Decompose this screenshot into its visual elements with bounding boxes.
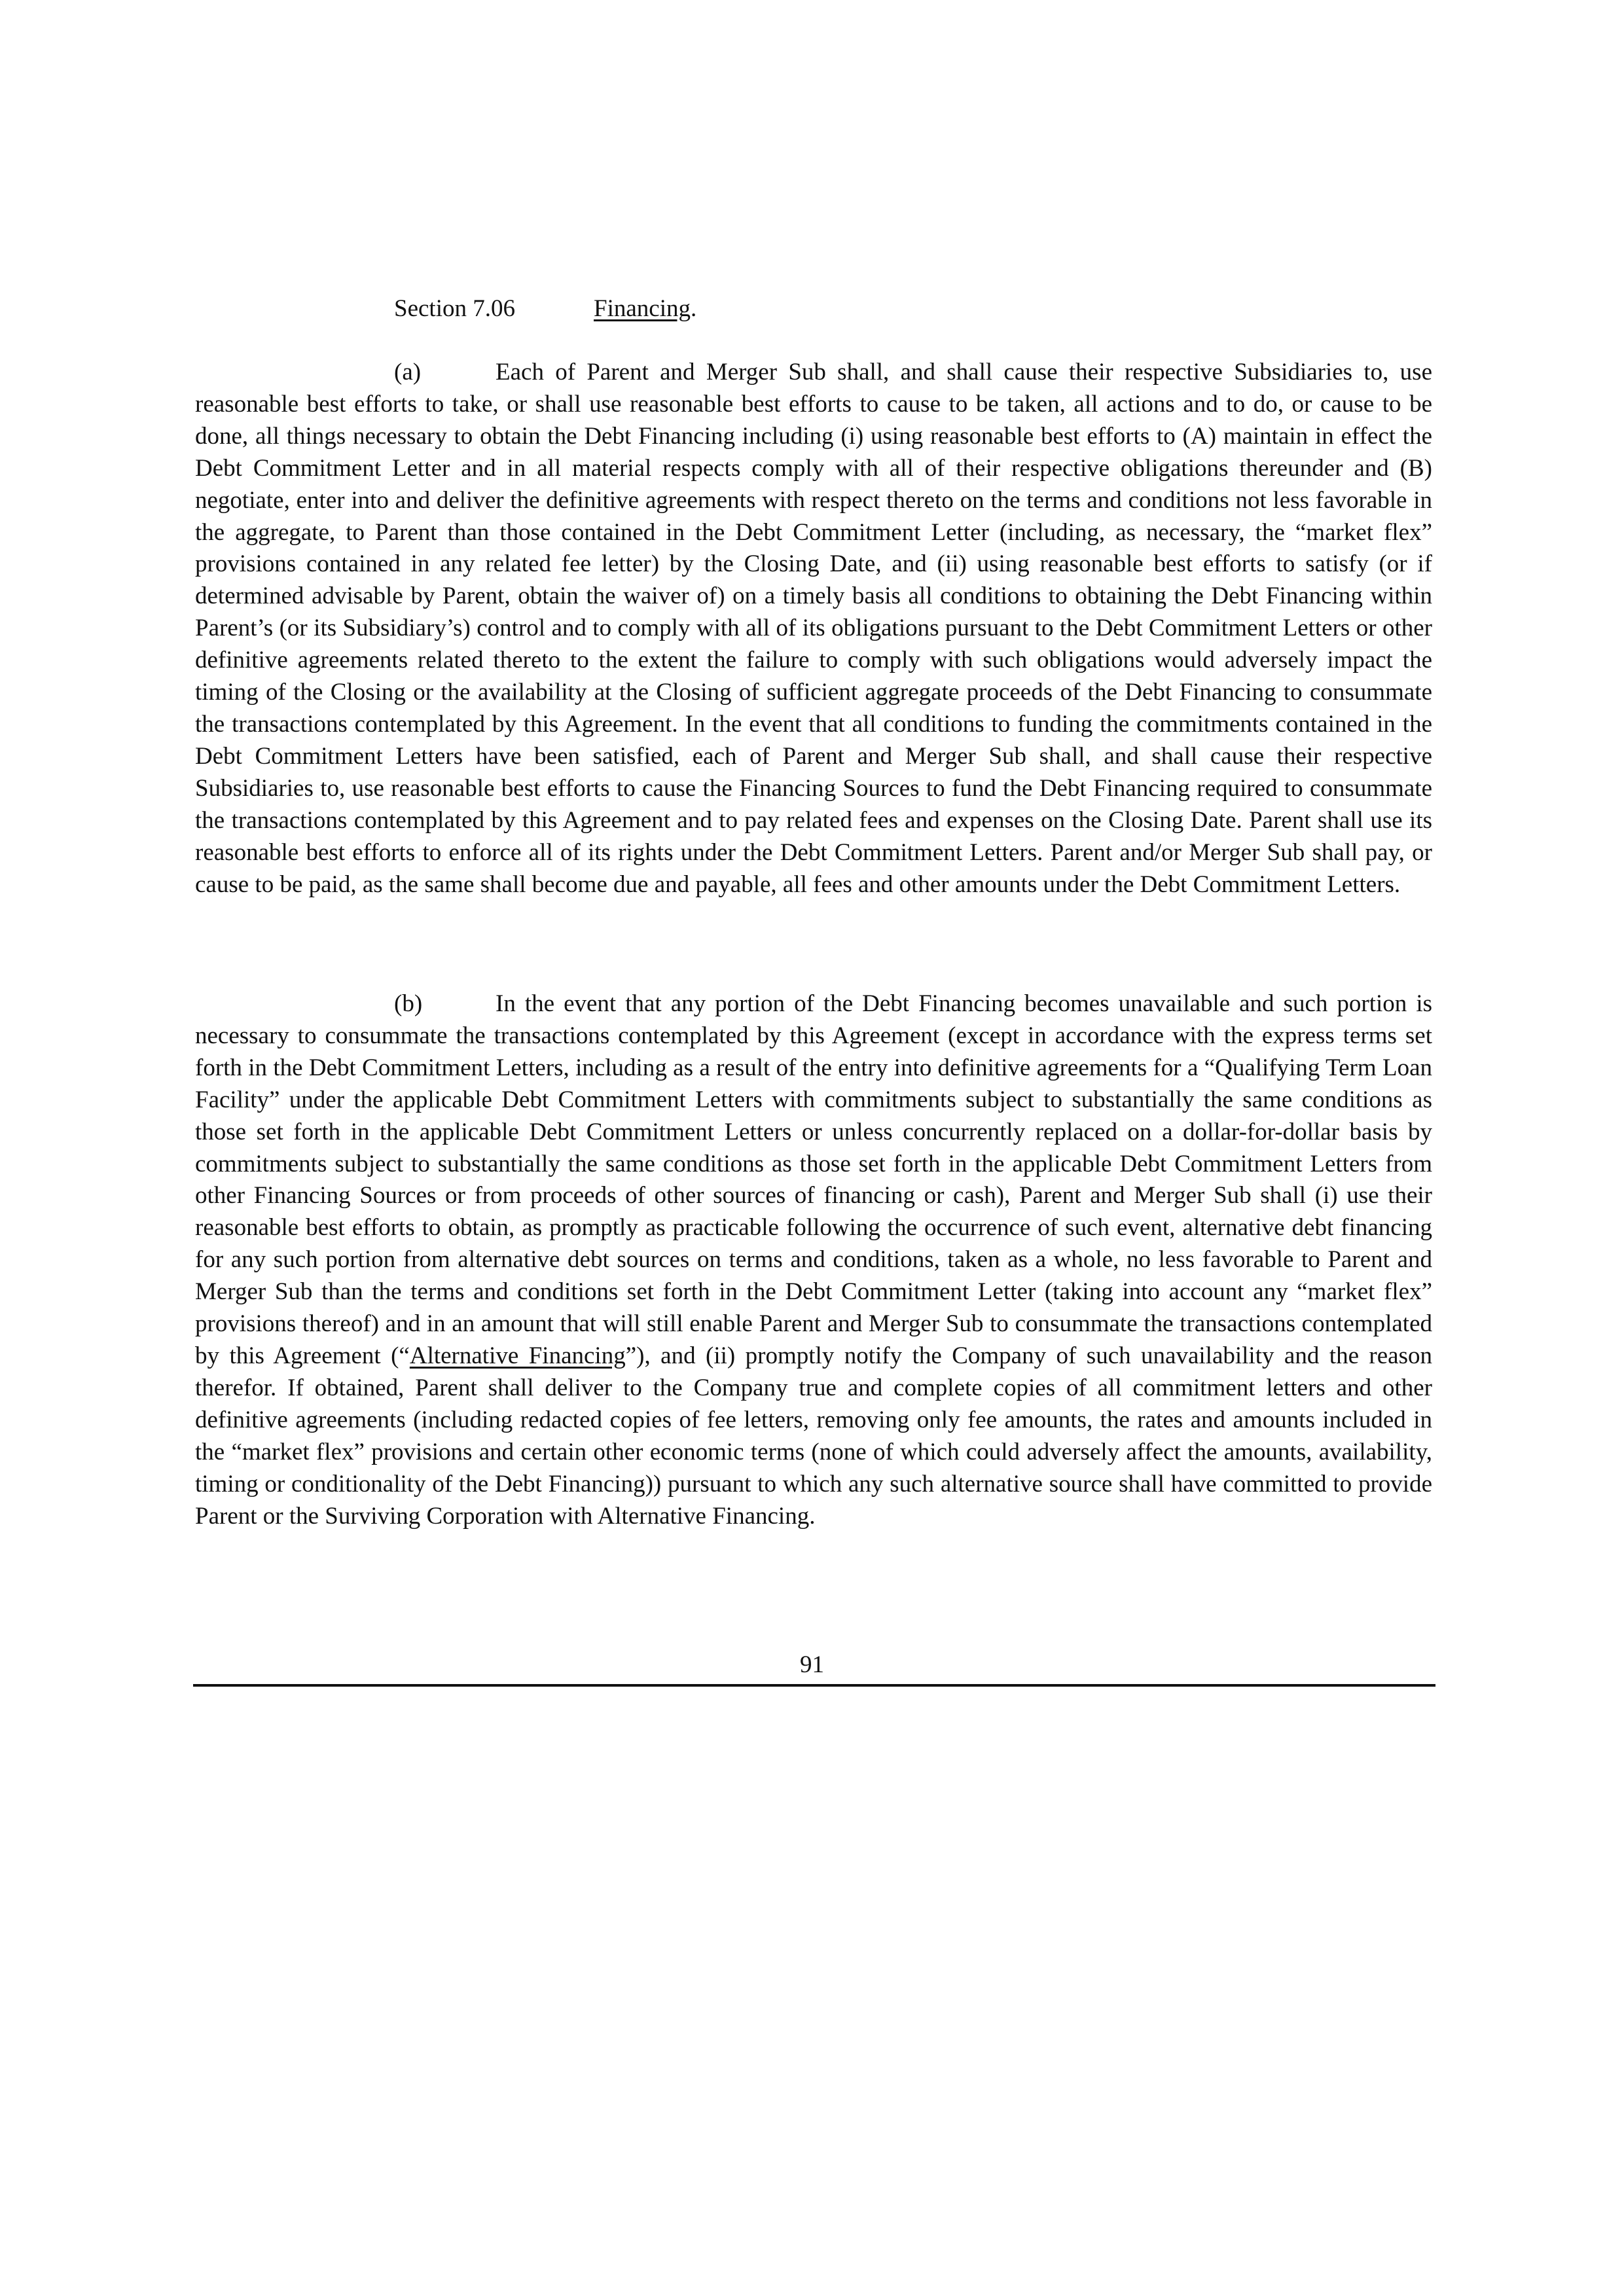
section-heading [394,293,696,325]
footer-divider [193,1684,1435,1687]
paragraph-a [195,357,1432,901]
section-number: Section 7.06 [394,295,515,322]
section-title: Financing [594,295,691,322]
section-title-period: . [690,295,697,322]
paragraph-b-text-after: ”), and (ii) promptly notify the Company of such unavailability and the reason therefor. If obtained, Parent shall deliver to the Company true and complete copies of all commitment letters and other definitive agreements (including redacted copies of fee letters, removing only fee amounts, the rates and amounts included in the “market flex” provisions and certain other economic terms (none of which could adversely affect the amounts, availability, timing or conditionality of the Debt Financing)) pursuant to which any such alternative source shall have committed to provide Parent or the Surviving Corporation with Alternative Financing. [195,1342,1433,1530]
paragraph-b-text-before: In the event that any portion of the Debt Financing becomes unavailable and such portion is necessary to consummate the transactions contemplated by this Agreement (except in accordance with the express terms set forth in the Debt Commitment Letters, including as a result of the entry into definitive agreements for a “Qualifying Term Loan Facility” under the applicable Debt Commitment Letters with commitments subject to substantially the same conditions as those set forth in the applicable Debt Commitment Letters or unless concurrently replaced on a dollar-for-dollar basis by commitments subject to substantially the same conditions as those set forth in the applicable Debt Commitment Letters from other Financing Sources or from proceeds of other sources of financing or cash), Parent and Merger Sub shall (i) use their reasonable best efforts to obtain, as promptly as practicable following the occurrence of such event, alternative debt financing for any such portion from alternative debt sources on terms and conditions, taken as a whole, no less favorable to Parent and Merger Sub than the terms and conditions set forth in the Debt Commitment Letter (taking into account any “market flex” provisions thereof) and in an amount that will still enable Parent and Merger Sub to consummate the transactions contemplated by this Agreement (“ [195,990,1432,1369]
paragraph-b-label: (b) [394,990,423,1017]
paragraph-a-text: Each of Parent and Merger Sub shall, and shall cause their respective Subsidiaries to, use reasonable best efforts to take, or shall use reasonable best efforts to cause to be taken, all actions and to do, or cause to be done, all things necessary to obtain the Debt Financing including (i) using reasonable best efforts to (A) maintain in effect the Debt Commitment Letter and in all material respects comply with all of their respective obligations thereunder and (B) negotiate, enter into and deliver the definitive agreements with respect thereto on the terms and conditions not less favorable in the aggregate, to Parent than those contained in the Debt Commitment Letter (including, as necessary, the “market flex” provisions contained in any related fee letter) by the Closing Date, and (ii) using reasonable best efforts to satisfy (or if determined advisable by Parent, obtain the waiver of) on a timely basis all conditions to obtaining the Debt Financing within Parent’s (or its Subsidiary’s) control and to comply with all of its obligations pursuant to the Debt Commitment Letters or other definitive agreements related thereto to the extent the failure to comply with such obligations would adversely impact the timing of the Closing or the availability at the Closing of sufficient aggregate proceeds of the Debt Financing to consummate the transactions contemplated by this Agreement. In the event that all conditions to funding the commitments contained in the Debt Commitment Letters have been satisfied, each of Parent and Merger Sub shall, and shall cause their respective Subsidiaries to, use reasonable best efforts to cause the Financing Sources to fund the Debt Financing required to consummate the transactions contemplated by this Agreement and to pay related fees and expenses on the Closing Date. Parent shall use its reasonable best efforts to enforce all of its rights under the Debt Commitment Letters. Parent and/or Merger Sub shall pay, or cause to be paid, as the same shall become due and payable, all fees and other amounts under the Debt Commitment Letters. [195,359,1432,898]
defined-term-alternative-financing: Alternative Financing [409,1342,626,1369]
paragraph-b [195,988,1432,1532]
page-number: 91 [800,1651,824,1678]
paragraph-a-label: (a) [394,359,422,386]
